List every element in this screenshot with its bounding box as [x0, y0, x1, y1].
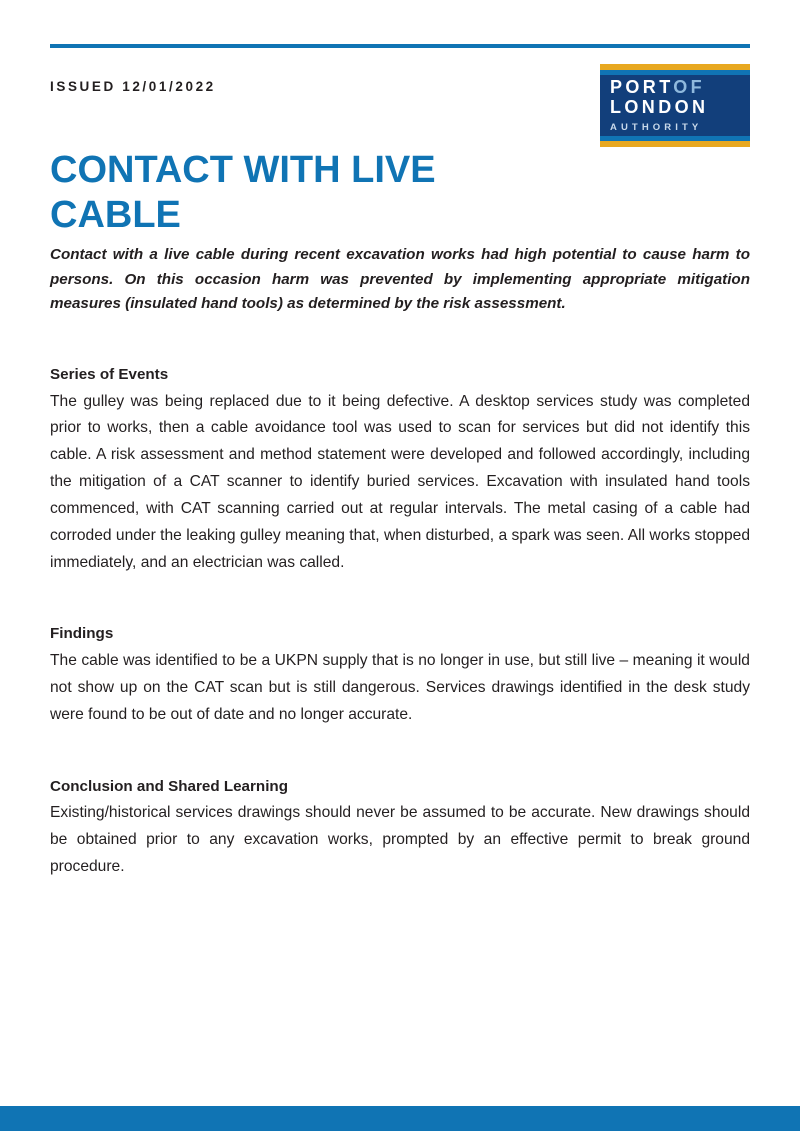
section-heading: Findings: [50, 625, 114, 643]
section-findings: [50, 623, 750, 728]
section-body: Existing/historical services drawings should never be assumed to be accurate. New drawings should be obtained prior to any excavation works, prompted by an effective permit to break ground procedure.: [50, 804, 750, 876]
section-heading: Conclusion and Shared Learning: [50, 777, 288, 795]
logo-bottom-gold-bar: [600, 141, 750, 147]
logo-word-authority: AUTHORITY: [610, 121, 703, 133]
header-rule: [50, 44, 750, 48]
section-body: The cable was identified to be a UKPN supply that is no longer in use, but still live – meaning it would not show up on the CAT scan but is still dangerous. Services drawings identified in the desk study were found to be out of date and no longer accurate.: [50, 652, 750, 723]
logo-line-port-of: [610, 77, 750, 97]
footer-bar: [0, 1106, 800, 1131]
logo-word-port: PORT: [610, 77, 674, 98]
section-series-of-events: [50, 364, 750, 576]
issued-date: ISSUED 12/01/2022: [50, 79, 216, 94]
logo-text-block: [600, 75, 750, 136]
section-body: The gulley was being replaced due to it being defective. A desktop services study was completed prior to works, then a cable avoidance tool was used to scan for services but did not identify this cable. A risk assessment and method statement were developed and followed accordingly, including the mitigation of a CAT scanner to identify buried services. Excavation with insulated hand tools commenced, with CAT scanning carried out at regular intervals. The metal casing of a cable had corroded under the leaking gulley meaning that, when disturbed, a spark was seen. All works stopped immediately, and an electrician was called.: [50, 392, 750, 571]
port-of-london-authority-logo: [600, 64, 750, 147]
page-title: CONTACT WITH LIVE CABLE: [50, 149, 436, 236]
logo-word-london: LONDON: [610, 97, 709, 118]
logo-word-of: OF: [673, 77, 706, 98]
section-conclusion-and-shared-learning: [50, 776, 750, 881]
summary-paragraph: Contact with a live cable during recent excavation works had high potential to cause harm to persons. On this occasion harm was prevented by implementing appropriate mitigation measures (insulated hand tools) as determined by the risk assessment.: [50, 246, 750, 313]
document-content: [50, 243, 750, 881]
section-heading: Series of Events: [50, 365, 169, 383]
